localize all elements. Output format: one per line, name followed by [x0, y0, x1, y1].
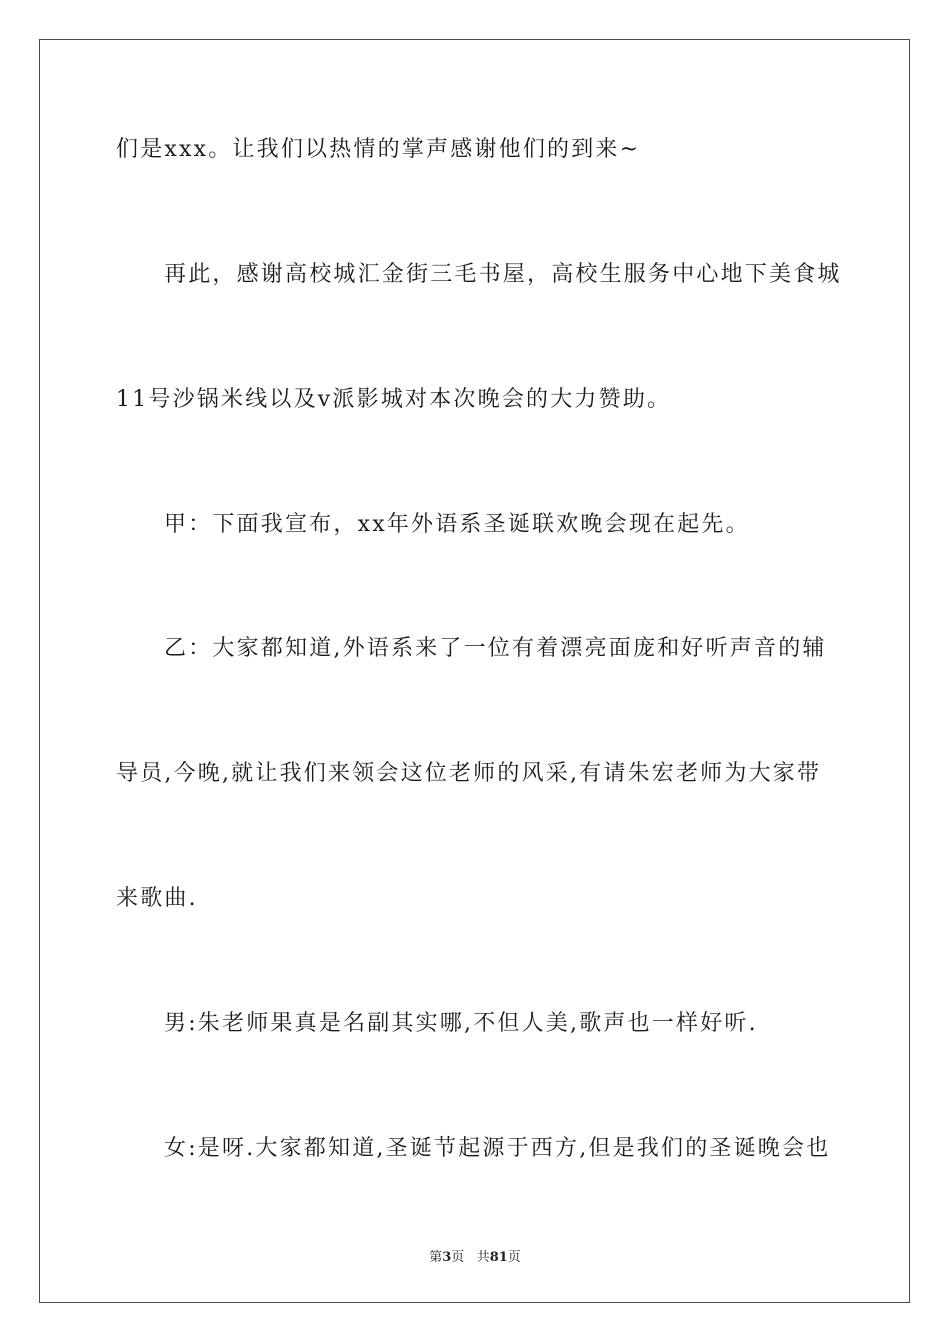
- footer-total-number: 81: [489, 1250, 508, 1265]
- text-line: 11号沙锅米线以及v派影城对本次晚会的大力赞助。: [116, 387, 672, 412]
- text-line: 再此，感谢高校城汇金街三毛书屋，高校生服务中心地下美食城: [164, 262, 842, 287]
- page-frame: [39, 39, 910, 1303]
- text-line: 导员,今晚,就让我们来领会这位老师的风采,有请朱宏老师为大家带: [116, 761, 822, 786]
- footer-page-suffix: 页: [451, 1250, 465, 1265]
- text-line: 来歌曲.: [116, 886, 198, 911]
- text-line: 甲：下面我宣布，xx年外语系圣诞联欢晚会现在起先。: [164, 512, 750, 537]
- footer-page-number: 3: [442, 1250, 452, 1265]
- text-line: 男:朱老师果真是名副其实哪,不但人美,歌声也一样好听.: [164, 1011, 758, 1036]
- text-line: 女:是呀.大家都知道,圣诞节起源于西方,但是我们的圣诞晚会也: [164, 1136, 831, 1161]
- footer-total-suffix: 页: [507, 1250, 521, 1265]
- text-line: 们是xxx。让我们以热情的掌声感谢他们的到来~: [116, 137, 641, 162]
- footer-page-prefix: 第: [429, 1250, 443, 1265]
- footer-total-prefix: 共: [476, 1250, 490, 1265]
- page-footer: [0, 1246, 950, 1265]
- text-line: 乙：大家都知道,外语系来了一位有着漂亮面庞和好听声音的辅: [164, 636, 827, 661]
